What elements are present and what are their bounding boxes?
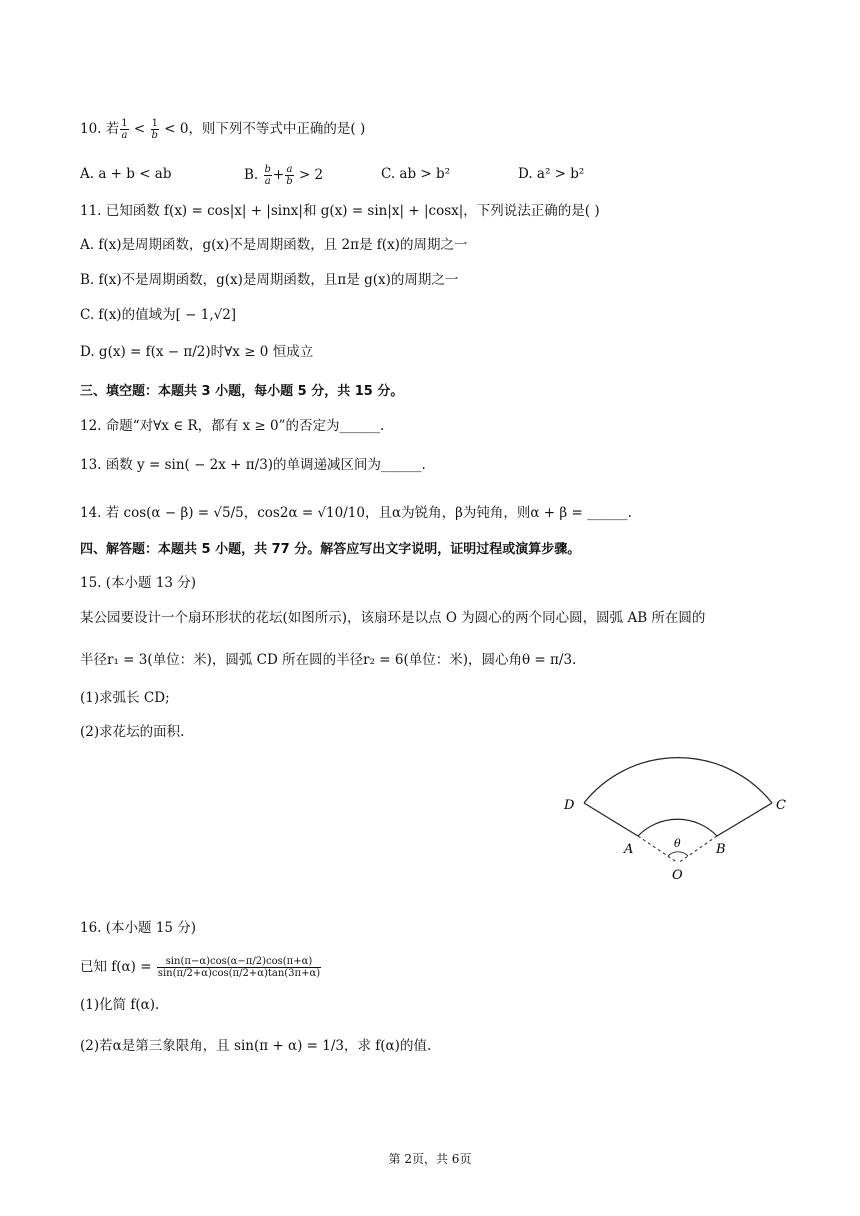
- page-footer: 第 2页，共 6页: [388, 1152, 472, 1166]
- q11-option-b: B. f(x)不是周期函数，g(x)是周期函数，且π是 g(x)的周期之一: [80, 272, 459, 288]
- q13-text: 13. 函数 y = sin( − 2x + π/3)的单调递减区间为______.: [80, 457, 426, 473]
- figure-label-theta: θ: [674, 837, 681, 850]
- section-4-heading: 四、解答题：本题共 5 小题，共 77 分。解答应写出文字说明，证明过程或演算步骤。: [80, 542, 581, 557]
- q16-given: 已知 f(α) = $\frac{\sin(\pi-\alpha)\cos(\alpha-\pi/2)\cos(\pi+\alpha)}{\sin(\pi/2+\alpha)\cos(\pi/2+\alpha)\tan(3\pi+\alpha)}$: [80, 956, 321, 979]
- figure-label-d: D: [564, 798, 575, 813]
- q16-fraction-numerator: sin(π−α)cos(α−π/2)cos(π+α): [157, 956, 321, 968]
- sector-ring-figure: [560, 735, 800, 885]
- q15-header: 15. (本小题 13 分): [80, 575, 197, 591]
- q16-header: 16. (本小题 15 分): [80, 920, 197, 936]
- q10-option-d: D. a² > b²: [518, 166, 585, 182]
- figure-label-c: C: [776, 798, 786, 813]
- q10-option-c: C. ab > b²: [381, 166, 451, 182]
- q11-option-d: D. g(x) = f(x − π/2)时∀x ≥ 0 恒成立: [80, 344, 314, 360]
- q10-stem: 10. 若 $\frac{1}{a}$ < $\frac{1}{b}$ < 0，则下列不等式中正确的是( ): [80, 118, 366, 141]
- figure-label-a: A: [624, 842, 634, 857]
- q15-paragraph-2: 半径r₁ = 3(单位：米)，圆弧 CD 所在圆的半径r₂ = 6(单位：米)，圆心角θ = π/3.: [80, 652, 577, 668]
- figure-label-b: B: [716, 842, 726, 857]
- q11-stem: 11. 已知函数 f(x) = cos|x| + |sinx|和 g(x) = sin|x| + |cosx|，下列说法正确的是( ): [80, 203, 600, 219]
- figure-label-o: O: [672, 868, 683, 883]
- q15-part-2: (2)求花坛的面积.: [80, 724, 185, 740]
- q15-paragraph-1: 某公园要设计一个扇环形状的花坛(如图所示)，该扇环是以点 O 为圆心的两个同心圆，圆弧 AB 所在圆的: [80, 610, 706, 626]
- section-3-heading: 三、填空题：本题共 3 小题，每小题 5 分，共 15 分。: [80, 384, 404, 399]
- q10-option-b: B. $\frac{b}{a}$ + $\frac{a}{b}$ > 2: [244, 164, 324, 187]
- q16-part-1: (1)化简 f(α).: [80, 997, 160, 1013]
- q14-text: 14. 若 cos(α − β) = √5/5，cos2α = √10/10，且α为锐角，β为钝角，则α + β = ______.: [80, 505, 632, 521]
- q16-fraction-denominator: sin(π/2+α)cos(π/2+α)tan(3π+α): [157, 968, 321, 979]
- q15-part-1: (1)求弧长 CD;: [80, 690, 170, 706]
- q10-option-a: A. a + b < ab: [80, 166, 172, 182]
- q11-option-c: C. f(x)的值域为[ − 1,√2]: [80, 307, 237, 323]
- q16-part-2: (2)若α是第三象限角，且 sin(π + α) = 1/3，求 f(α)的值.: [80, 1038, 432, 1054]
- q12-text: 12. 命题“对∀x ∈ R，都有 x ≥ 0”的否定为______.: [80, 418, 385, 434]
- q11-option-a: A. f(x)是周期函数，g(x)不是周期函数，且 2π是 f(x)的周期之一: [80, 237, 468, 253]
